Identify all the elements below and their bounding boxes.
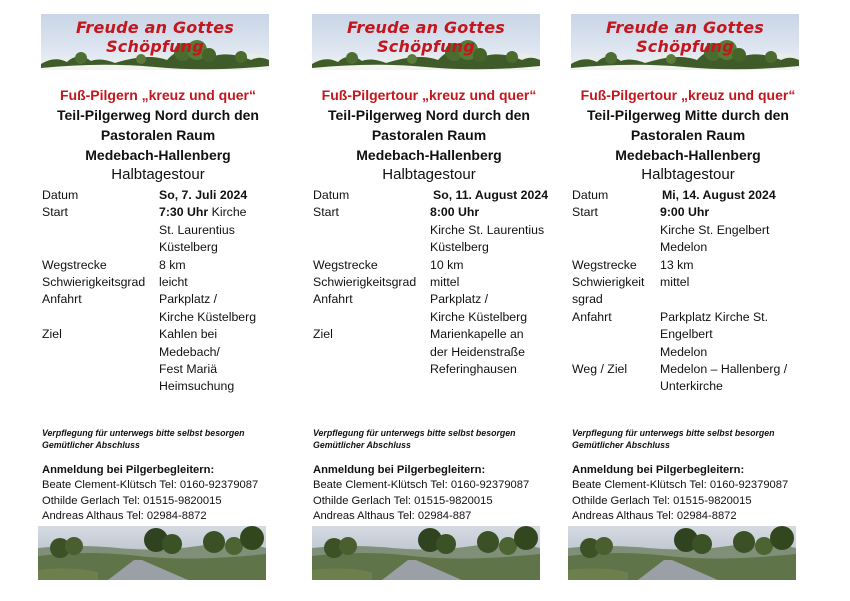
route-title-line: Teil-Pilgerweg Nord durch den bbox=[57, 107, 259, 123]
detail-label: Ziel bbox=[313, 327, 333, 342]
detail-row bbox=[572, 361, 808, 396]
detail-label: Datum bbox=[42, 188, 79, 202]
header-banner bbox=[312, 14, 540, 70]
flyer-3 bbox=[568, 0, 808, 601]
route-title-line: Medebach-Hallenberg bbox=[85, 147, 231, 163]
detail-row bbox=[313, 274, 549, 291]
contact-line: Othilde Gerlach Tel: 01515-9820015 bbox=[313, 494, 493, 507]
contacts-heading: Anmeldung bei Pilgerbegleitern: bbox=[42, 464, 215, 476]
detail-row bbox=[313, 326, 549, 378]
route-title-line: Medebach-Hallenberg bbox=[615, 147, 761, 163]
detail-value bbox=[660, 187, 808, 204]
detail-row bbox=[42, 204, 278, 256]
detail-row bbox=[313, 204, 549, 256]
detail-value-text: mittel bbox=[660, 275, 690, 290]
detail-row bbox=[42, 291, 278, 326]
detail-value bbox=[430, 257, 549, 274]
detail-value-strong: 8:00 Uhr bbox=[430, 205, 480, 220]
detail-value bbox=[159, 274, 278, 291]
note-line: Verpflegung für unterwegs bitte selbst besorgen bbox=[313, 428, 516, 438]
detail-row bbox=[572, 204, 808, 256]
contact-line: Beate Clement-Klütsch Tel: 0160-92379087 bbox=[313, 479, 530, 492]
detail-value-text: 10 km bbox=[430, 257, 464, 272]
header-banner bbox=[41, 14, 269, 70]
detail-value bbox=[159, 204, 278, 256]
contacts-heading: Anmeldung bei Pilgerbegleitern: bbox=[313, 464, 486, 476]
route-title-line: Pastoralen Raum bbox=[100, 127, 216, 143]
detail-label: Anfahrt bbox=[572, 309, 612, 324]
footer-photo bbox=[568, 526, 796, 580]
detail-label: Anfahrt bbox=[42, 292, 82, 307]
detail-value-text: Kirche St. Laurentius Küstelberg bbox=[430, 222, 545, 255]
tour-type: Halbtagestour bbox=[111, 166, 205, 183]
banner-title: Freude an Gottes Schöpfung bbox=[347, 18, 505, 56]
notes bbox=[42, 428, 278, 451]
detail-value-text: Kirche St. Laurentius Küstelberg bbox=[159, 205, 247, 255]
tour-type: Halbtagestour bbox=[641, 166, 735, 183]
note-line: Gemütlicher Abschluss bbox=[313, 439, 411, 450]
detail-value bbox=[430, 204, 549, 256]
detail-value bbox=[159, 257, 278, 274]
notes bbox=[313, 428, 549, 451]
detail-label: Datum bbox=[572, 188, 609, 202]
detail-value-text: leicht bbox=[159, 275, 188, 290]
detail-value bbox=[430, 326, 549, 378]
contact-line: Andreas Althaus Tel: 02984-8872 bbox=[572, 509, 737, 522]
flyer-heading bbox=[38, 86, 278, 185]
route-title-line: Teil-Pilgerweg Mitte durch den bbox=[587, 107, 789, 123]
detail-value bbox=[660, 257, 808, 274]
detail-label: Wegstrecke bbox=[313, 257, 378, 272]
detail-value bbox=[660, 204, 808, 256]
road-landscape-photo bbox=[312, 526, 540, 580]
tour-type: Halbtagestour bbox=[382, 166, 476, 183]
contact-line: Andreas Althaus Tel: 02984-887 bbox=[313, 509, 472, 522]
detail-value-text: 8 km bbox=[159, 257, 186, 272]
route-title-line: Pastoralen Raum bbox=[371, 127, 487, 143]
detail-value-text: Marienkapelle an der Heidenstraße Referinghausen bbox=[430, 327, 526, 377]
note-line: Verpflegung für unterwegs bitte selbst besorgen bbox=[42, 428, 245, 438]
detail-label: Wegstrecke bbox=[572, 257, 637, 272]
tour-details bbox=[572, 187, 808, 396]
detail-value bbox=[660, 274, 808, 309]
detail-label: Weg / Ziel bbox=[572, 362, 628, 377]
banner-title: Freude an Gottes Schöpfung bbox=[76, 18, 234, 56]
detail-value-strong: 7:30 Uhr bbox=[159, 205, 209, 220]
contacts-heading: Anmeldung bei Pilgerbegleitern: bbox=[572, 464, 745, 476]
note-line: Gemütlicher Abschluss bbox=[42, 439, 140, 450]
detail-row bbox=[572, 274, 808, 309]
detail-value bbox=[660, 361, 808, 396]
flyer-1 bbox=[38, 0, 278, 601]
tour-details bbox=[313, 187, 549, 378]
detail-value-strong: Mi, 14. August 2024 bbox=[662, 188, 776, 202]
detail-label: Ziel bbox=[42, 327, 62, 342]
flyer-2 bbox=[309, 0, 549, 601]
flyer-heading bbox=[309, 86, 549, 185]
detail-label: Schwierigkeitsgrad bbox=[313, 275, 417, 290]
banner-title: Freude an Gottes Schöpfung bbox=[606, 18, 764, 56]
contact-line: Beate Clement-Klütsch Tel: 0160-92379087 bbox=[572, 479, 789, 492]
route-title-line: Medebach-Hallenberg bbox=[356, 147, 502, 163]
detail-row bbox=[572, 187, 808, 204]
contact-line: Beate Clement-Klütsch Tel: 0160-92379087 bbox=[42, 479, 259, 492]
detail-row bbox=[313, 187, 549, 204]
detail-value bbox=[159, 326, 278, 396]
detail-value-text: Parkplatz / Kirche Küstelberg bbox=[159, 292, 257, 324]
footer-photo bbox=[38, 526, 266, 580]
contact-line: Othilde Gerlach Tel: 01515-9820015 bbox=[572, 494, 752, 507]
detail-label: Wegstrecke bbox=[42, 257, 107, 272]
detail-value-strong: So, 7. Juli 2024 bbox=[159, 188, 248, 202]
detail-row bbox=[572, 257, 808, 274]
detail-label: Start bbox=[572, 205, 598, 220]
detail-value bbox=[430, 274, 549, 291]
note-line: Verpflegung für unterwegs bitte selbst besorgen bbox=[572, 428, 775, 438]
detail-value-text: Medelon – Hallenberg / Unterkirche bbox=[660, 362, 788, 394]
detail-label: Anfahrt bbox=[313, 292, 353, 307]
contact-line: Othilde Gerlach Tel: 01515-9820015 bbox=[42, 494, 222, 507]
route-title-line: Pastoralen Raum bbox=[630, 127, 746, 143]
contacts bbox=[42, 463, 278, 524]
contacts bbox=[313, 463, 549, 524]
detail-row bbox=[42, 257, 278, 274]
note-line: Gemütlicher Abschluss bbox=[572, 439, 670, 450]
footer-photo bbox=[312, 526, 540, 580]
detail-label: Schwierigkeit sgrad bbox=[572, 275, 645, 307]
flyer-heading bbox=[568, 86, 808, 185]
detail-row bbox=[42, 274, 278, 291]
contact-line: Andreas Althaus Tel: 02984-8872 bbox=[42, 509, 207, 522]
road-landscape-photo bbox=[38, 526, 266, 580]
tour-details bbox=[42, 187, 278, 396]
detail-value-text: 13 km bbox=[660, 257, 694, 272]
detail-value bbox=[159, 291, 278, 326]
detail-value-strong: 9:00 Uhr bbox=[660, 205, 710, 220]
detail-value bbox=[159, 187, 278, 204]
detail-value-text: Parkplatz Kirche St. Engelbert Medelon bbox=[660, 309, 768, 359]
detail-value-text: Kirche St. Engelbert Medelon bbox=[660, 222, 770, 255]
detail-row bbox=[313, 257, 549, 274]
detail-row bbox=[313, 291, 549, 326]
detail-row bbox=[42, 187, 278, 204]
tour-title: Fuß-Pilgertour „kreuz und quer“ bbox=[580, 87, 796, 103]
header-banner bbox=[571, 14, 799, 70]
detail-label: Schwierigkeitsgrad bbox=[42, 275, 146, 290]
detail-value-strong: So, 11. August 2024 bbox=[433, 188, 549, 202]
detail-value bbox=[660, 309, 808, 361]
tour-title: Fuß-Pilgern „kreuz und quer“ bbox=[59, 87, 256, 103]
detail-row bbox=[572, 309, 808, 361]
detail-value bbox=[430, 187, 549, 204]
route-title-line: Teil-Pilgerweg Nord durch den bbox=[328, 107, 530, 123]
road-landscape-photo bbox=[568, 526, 796, 580]
detail-value-text: Parkplatz / Kirche Küstelberg bbox=[430, 292, 528, 324]
detail-value bbox=[430, 291, 549, 326]
detail-row bbox=[42, 326, 278, 396]
contacts bbox=[572, 463, 808, 524]
detail-label: Start bbox=[42, 205, 68, 220]
detail-value-text: mittel bbox=[430, 275, 460, 290]
detail-label: Start bbox=[313, 205, 339, 220]
detail-label: Datum bbox=[313, 188, 350, 202]
detail-value-text: Kahlen bei Medebach/ Fest Mariä Heimsuchung bbox=[159, 327, 235, 394]
tour-title: Fuß-Pilgertour „kreuz und quer“ bbox=[321, 87, 537, 103]
notes bbox=[572, 428, 808, 451]
